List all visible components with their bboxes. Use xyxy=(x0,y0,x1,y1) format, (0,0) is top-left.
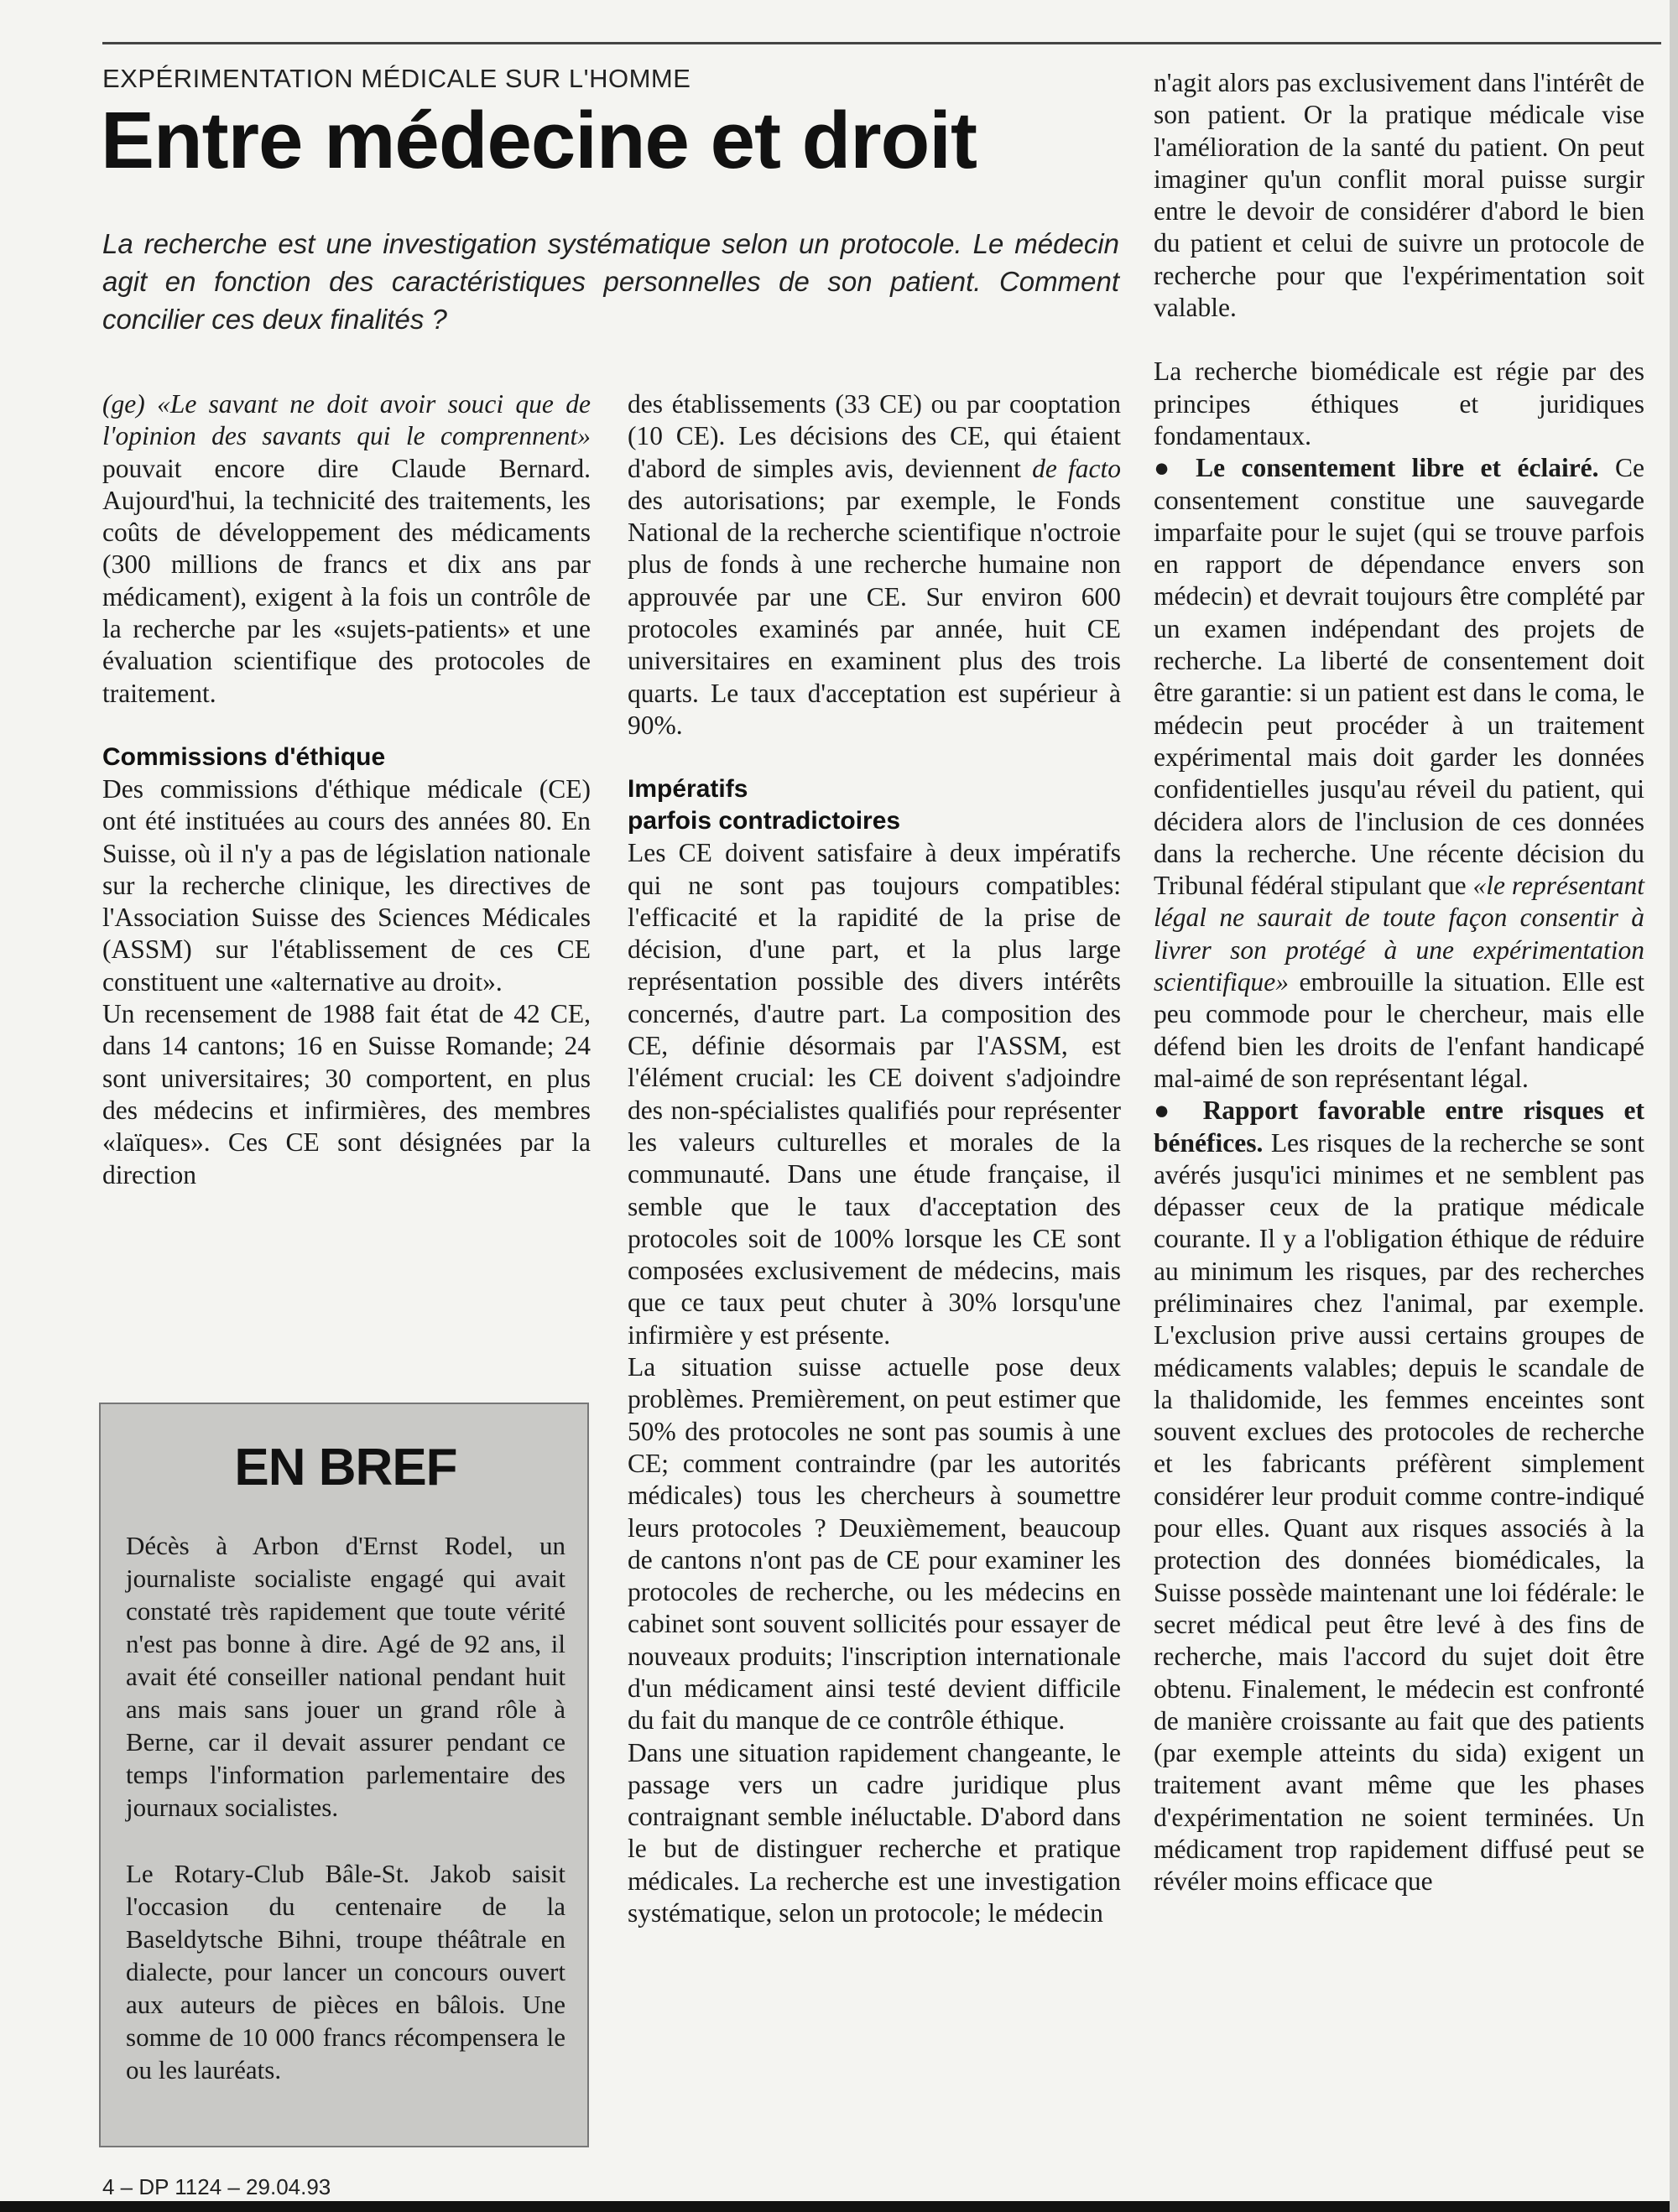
en-bref-title: EN BREF xyxy=(234,1439,457,1496)
bullet-heading: ● Rapport favorable entre risques et bénéfices. xyxy=(1154,1096,1644,1158)
top-rule xyxy=(102,42,1661,44)
tribunal-quote: «le représentant légal ne saurait de toute façon consentir à livrer son protégé à une expérimentation scientifique» xyxy=(1154,871,1644,997)
article-kicker: EXPÉRIMENTATION MÉDICALE SUR L'HOMME xyxy=(102,64,691,93)
bernard-quote: (ge) «Le savant ne doit avoir souci que de l'opinion des savants qui le comprennent» xyxy=(102,389,591,451)
column-3 xyxy=(1154,67,1644,1898)
bullet-risks: ● Rapport favorable entre risques et bénéfices. Les risques de la recherche se sont avérés jusqu'ici minimes et ne semblent pas dépasser ceux de la pratique médicale courante. Il y a l'obligation éthique de réduire au minimum les risques, par des recherches préliminaires chez l'animal, par exemple. L'exclusion prive aussi certains groupes de médicaments valables; depuis le scandale de la thalidomide, les femmes enceintes sont souvent exclues des protocoles de recherche et les fabricants préfèrent simplement considérer leur produit comme contre-indiqué pour elles. Quant aux risques associés à la protection des données biomédicales, la Suisse possède maintenant une loi fédérale: le secret médical peut être levé à des fins de recherche, mais l'accord du sujet doit être obtenu. Finalement, le médecin est confronté de manière croissante au fait que des patients (par exemple atteints du sida) exigent un traitement avant même que les phases d'expérimentation ne soient terminées. Un médicament trop rapidement diffusé peut se révéler moins efficace que xyxy=(1154,1096,1644,1897)
page-edge-shadow xyxy=(1670,0,1678,2212)
en-bref-box xyxy=(99,1403,589,2147)
section-heading-ethics: Commissions d'éthique xyxy=(102,742,386,771)
paragraph: La recherche biomédicale est régie par des principes éthiques et juridiques fondamentaux. xyxy=(1154,357,1644,450)
paragraph: des établissements (33 CE) ou par cooptation (10 CE). Les décisions des CE, qui étaient d'abord de simples avis, deviennent de facto des autorisations; par exemple, le Fonds National de la recherche scientifique n'octroie plus de fonds à une recherche humaine non approuvée par une CE. Sur environ 600 protocoles examinés par année, huit CE universitaires en examinent plus des trois quarts. Le taux d'acceptation est supérieur à 90%. xyxy=(628,389,1121,740)
brief-item: Décès à Arbon d'Ernst Rodel, un journaliste socialiste engagé qui avait constaté très rapidement que toute vérité n'est pas bonne à dire. Agé de 92 ans, il avait été conseiller national pendant huit ans mais sans jouer un grand rôle à Berne, car il devait assurer pendant ce temps l'information parlementaire des journaux socialistes. xyxy=(126,1531,565,1822)
column-1 xyxy=(102,388,591,1191)
brief-item: Le Rotary-Club Bâle-St. Jakob saisit l'occasion du centenaire de la Baseldytsche Bihni, troupe théâtrale en dialecte, pour lancer un concours ouvert aux auteurs de pièces en bâlois. Une somme de 10 000 francs récompensera le ou les lauréats. xyxy=(126,1859,565,2084)
paragraph: Les CE doivent satisfaire à deux impératifs qui ne sont pas toujours compatibles: l'efficacité et la rapidité de la prise de décision, d'une part, et la plus large représentation possible des divers intérêts concernés, d'autre part. La composition des CE, définie désormais par l'ASSM, est l'élément crucial: les CE doivent s'adjoindre des non-spécialistes qualifiés pour représenter les valeurs culturelles et morales de la communauté. Dans une étude française, il semble que le taux d'acceptation des protocoles soit de 100% lorsque les CE sont composées exclusivement de médecins, mais que ce taux peut chuter à 30% lorsqu'une infirmière y est présente. xyxy=(628,838,1121,1350)
paragraph: Un recensement de 1988 fait état de 42 CE, dans 14 cantons; 16 en Suisse Romande; 24 sont universitaires; 30 comportent, en plus des médecins et infirmières, des membres «laïques». Ces CE sont désignées par la direction xyxy=(102,999,591,1189)
bottom-band xyxy=(0,2201,1678,2212)
article-lead: La recherche est une investigation systématique selon un protocole. Le médecin agit en fonction des caractéristiques personnelles de son patient. Comment concilier ces deux finalités ? xyxy=(102,228,1119,335)
column-2 xyxy=(628,388,1121,1929)
paragraph: n'agit alors pas exclusivement dans l'intérêt de son patient. Or la pratique médicale vise l'amélioration de la santé du patient. On peut imaginer qu'un conflit moral puisse surgir entre le devoir de considérer d'abord le bien du patient et celui de suivre un protocole de recherche pour que l'expérimentation soit valable. xyxy=(1154,68,1644,323)
article-title: Entre médecine et droit xyxy=(101,96,977,185)
paragraph: Des commissions d'éthique médicale (CE) ont été instituées au cours des années 80. En Suisse, où il n'y a pas de législation nationale sur la recherche clinique, les directives de l'Association Suisse des Sciences Médicales (ASSM) sur l'établissement de ces CE constituent une «alternative au droit». xyxy=(102,773,591,997)
page-footer: 4 – DP 1124 – 29.04.93 xyxy=(102,2174,331,2199)
section-heading-imperatives: Impératifs parfois contradictoires xyxy=(628,775,901,835)
bullet-heading: ● Le consentement libre et éclairé. xyxy=(1154,453,1599,483)
paragraph: Dans une situation rapidement changeante, le passage vers un cadre juridique plus contraignant semble inéluctable. D'abord dans le but de distinguer recherche et pratique médicales. La recherche est une investigation systématique, selon un protocole; le médecin xyxy=(628,1737,1121,1928)
paragraph: (ge) «Le savant ne doit avoir souci que de l'opinion des savants qui le comprennent» pouvait encore dire Claude Bernard. Aujourd'hui, la technicité des traitements, les coûts de développement des médicaments (300 millions de francs et dix ans par médicament), exigent à la fois un contrôle de la recherche par les «sujets-patients» et une évaluation scientifique des protocoles de traitement. xyxy=(102,389,591,708)
paragraph: La situation suisse actuelle pose deux problèmes. Premièrement, on peut estimer que 50% des protocoles ne sont pas soumis à une CE; comment contraindre (par les autorités médicales) tous les chercheurs à soumettre leurs protocoles ? Deuxièmement, beaucoup de cantons n'ont pas de CE pour examiner les protocoles de recherche, ou les médecins en cabinet sont souvent sollicités pour essayer de nouveaux produits; l'inscription internationale d'un médicament ainsi testé devient difficile du fait du manque de ce contrôle éthique. xyxy=(628,1352,1121,1736)
bullet-consent: ● Le consentement libre et éclairé. Ce consentement constitue une sauvegarde imparfaite pour le sujet (qui se trouve parfois en rapport de dépendance envers son médecin) et devrait toujours être complété par un examen indépendant des projets de recherche. La liberté de consentement doit être garantie: si un patient est dans le coma, le médecin peut procéder à un traitement expérimental mais doit garder les données confidentielles jusqu'au réveil du patient, qui décidera alors de l'inclusion de ces données dans la recherche. Une récente décision du Tribunal fédéral stipulant que «le représentant légal ne saurait de toute façon consentir à livrer son protégé à une expérimentation scientifique» embrouille la situation. Elle est peu commode pour le chercheur, mais elle défend bien les droits de l'enfant handicapé mal-aimé de son représentant légal. xyxy=(1154,453,1644,1093)
de-facto-term: de facto xyxy=(1032,453,1121,483)
